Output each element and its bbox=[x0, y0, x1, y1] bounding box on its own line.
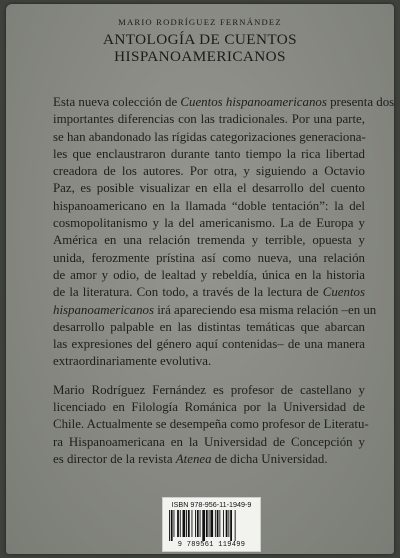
text-line: licenciado en Filología Románica por la Universidad de bbox=[53, 400, 365, 415]
text-line: desarrollo palpable en las distintas temáticas que abarcan bbox=[53, 319, 365, 334]
text-line: extraordinariamente evolutiva. bbox=[53, 354, 212, 369]
text-line: ra Hispanoamericana en la Universidad de Concepción y bbox=[53, 434, 365, 449]
text-line: hispanoamericanos irá apareciendo esa misma relación –en un bbox=[53, 302, 377, 317]
barcode-icon bbox=[168, 510, 255, 541]
text-line: Esta nueva colección de Cuentos hispanoamericanos presenta dos bbox=[53, 95, 395, 109]
book-title-line-1: ANTOLOGÍA DE CUENTOS bbox=[103, 31, 297, 48]
ean-digits: 9 789561 119499 bbox=[177, 541, 246, 549]
book-title-line-2: HISPANOAMERICANOS bbox=[114, 48, 286, 65]
text-line: cosmopolitanismo y la del americanismo. La de Europa y bbox=[53, 216, 365, 231]
book-back-cover bbox=[6, 4, 394, 554]
author-name: MARIO RODRÍGUEZ FERNÁNDEZ bbox=[118, 17, 282, 27]
text-line: unida, ferozmente prístina así como nueva, una relación bbox=[53, 250, 365, 265]
text-line: las expresiones del género aquí contenidas– de una manera bbox=[53, 337, 365, 352]
text-line: creadora de los autores. Por otra, y siguiendo a Octavio bbox=[53, 164, 365, 179]
text-line: América en una relación tremenda y terrible, opuesta y bbox=[53, 233, 365, 248]
text-line: Paz, es posible visualizar en ella el desarrollo del cuento bbox=[53, 181, 365, 196]
isbn-number: ISBN 978-956-11-1949-9 bbox=[171, 500, 252, 509]
text-line: hispanoamericano en la llamada “doble tentación”: la del bbox=[53, 198, 365, 213]
text-line: les que enclaustraron durante tanto tiempo la rica libertad bbox=[53, 146, 365, 161]
isbn-barcode-label bbox=[162, 497, 261, 552]
text-line: es director de la revista Atenea de dicha Universidad. bbox=[53, 451, 328, 466]
text-line: de amor y odio, de lealtad y rebeldía, única en la historia bbox=[53, 267, 365, 282]
text-line: Mario Rodríguez Fernández es profesor de castellano y bbox=[53, 382, 365, 397]
text-line: de la literatura. Con todo, a través de la lectura de Cuentos bbox=[53, 285, 365, 300]
text-line: importantes diferencias con las tradicionales. Por una parte, bbox=[53, 112, 365, 127]
blurb-paragraph-description bbox=[43, 94, 395, 371]
text-line: se han abandonado las rígidas categorizaciones generaciona- bbox=[53, 129, 366, 144]
blurb-paragraph-author-bio bbox=[43, 382, 369, 468]
blurb bbox=[43, 94, 395, 468]
text-line: Chile. Actualmente se desempeña como profesor de Literatu- bbox=[53, 417, 369, 432]
